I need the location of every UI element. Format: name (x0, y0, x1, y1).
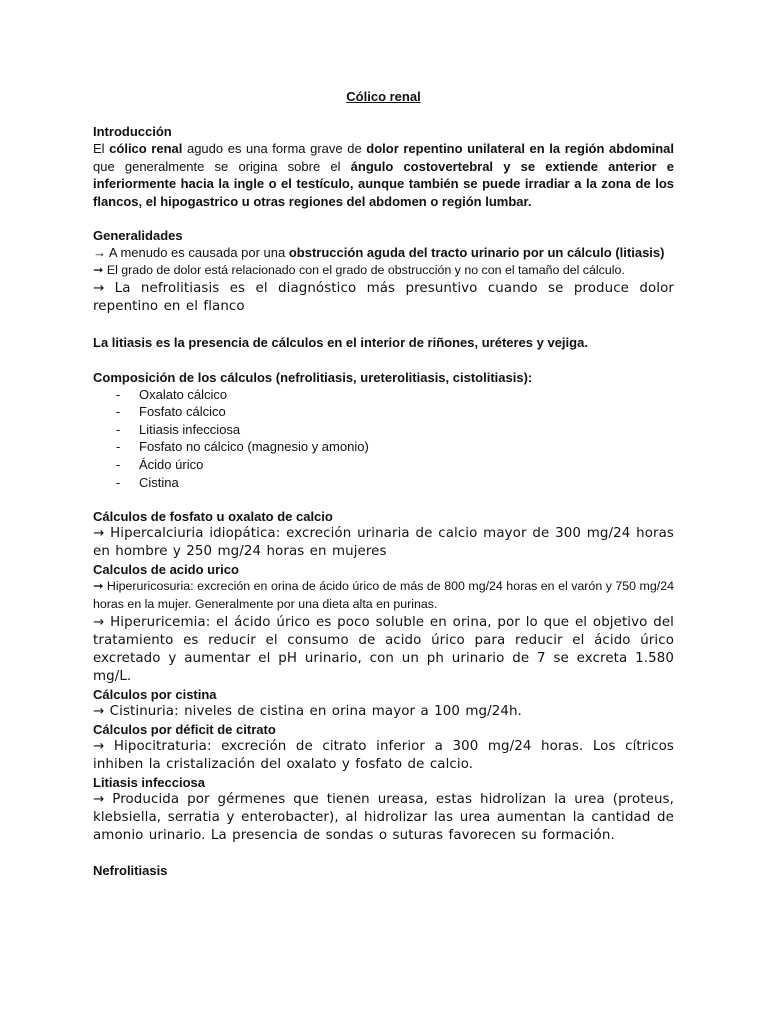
acido-point-1: ➞ Hiperuricosuria: excreción en orina de ácido úrico de más de 800 mg/24 horas en el varón y 750 mg/24 horas en la mujer. Generalmente por una dieta alta en purinas. (93, 579, 674, 611)
infecciosa-heading: Litiasis infecciosa (93, 774, 205, 790)
acido-section (93, 561, 674, 685)
citrato-heading: Cálculos por déficit de citrato (93, 721, 276, 737)
generalidades-point-2: ➞ El grado de dolor está relacionado con el grado de obstrucción y no con el tamaño del cálculo. (93, 262, 625, 277)
fosfato-heading: Cálculos de fosfato u oxalato de calcio (93, 509, 333, 525)
intro-text-3: que generalmente se origina sobre el (93, 158, 351, 174)
list-item: - Litiasis infecciosa (93, 421, 674, 439)
spacer (93, 491, 674, 508)
fosfato-point-1: → Hipercalciuria idiopática: excreción urinaria de calcio mayor de 300 mg/24 horas en hombre y 250 mg/24 horas en mujeres (93, 526, 674, 560)
intro-bold-1: cólico renal (109, 141, 183, 156)
spacer (93, 210, 674, 227)
document-body (93, 88, 674, 879)
intro-bold-2: dolor repentino unilateral en la región abdominal (366, 141, 675, 156)
citrato-point-1: → Hipocitraturia: excreción de citrato inferior a 300 mg/24 horas. Los cítricos inhiben la cristalización del oxalato y fosfato de calcio. (93, 738, 674, 772)
infecciosa-section (93, 774, 674, 845)
cistina-section (93, 686, 674, 721)
generalidades-point-3: → La nefrolitiasis es el diagnóstico más presuntivo cuando se produce dolor repentino en el flanco (93, 280, 674, 314)
intro-bold-3: ángulo costovertebral y se extiende anterior e inferiormente hacia la ingle o el testículo, aunque también se puede irradiar a la zona de los flancos, el hipogastrico u otras regiones del abdomen o región lumbar. (93, 158, 674, 209)
intro-text-2: agudo es una forma grave de (182, 141, 367, 156)
infecciosa-point-1: → Producida por gérmenes que tienen ureasa, estas hidrolizan la urea (proteus, klebsiella, serratia y enterobacter), al hidrolizar las urea aumentan la cantidad de amonio urinario. La presencia de sondas o suturas favorecen su formación. (93, 791, 674, 843)
intro-paragraph (93, 140, 674, 210)
list-item: - Fosfato no cálcico (magnesio y amonio) (93, 438, 674, 456)
list-item: - Oxalato cálcico (93, 386, 674, 404)
spacer (93, 316, 674, 334)
intro-heading: Introducción (93, 124, 172, 139)
cistina-point-1: → Cistinuria: niveles de cistina en orina mayor a 100 mg/24h. (93, 703, 522, 719)
intro-text-1: El (93, 141, 110, 156)
spacer (93, 351, 674, 369)
definition-statement: La litiasis es la presencia de cálculos en el interior de riñones, uréteres y vejiga. (93, 334, 588, 350)
cistina-heading: Cálculos por cistina (93, 686, 217, 702)
acido-heading: Calculos de acido urico (93, 562, 239, 578)
acido-point-2: → Hiperuricemia: el ácido úrico es poco soluble en orina, por lo que el objetivo del tratamiento es reducir el consumo de acido úrico para reducir el ácido úrico excretado y aumentar el pH urinario, con un ph urinario de 7 se excreta 1.580 mg/L. (93, 614, 674, 684)
composicion-section (93, 369, 674, 492)
generalidades-section (93, 227, 674, 315)
generalidades-point-1 (93, 244, 674, 262)
page-title: Cólico renal (346, 89, 421, 104)
citrato-section (93, 721, 674, 774)
intro-section (93, 123, 674, 210)
composicion-heading: Composición de los cálculos (nefrolitiasis, ureterolitiasis, cistolitiasis): (93, 369, 533, 385)
composicion-list (93, 386, 674, 492)
fosfato-section (93, 508, 674, 561)
list-item: - Ácido úrico (93, 456, 674, 474)
nefrolitiasis-heading: Nefrolitiasis (93, 862, 168, 878)
generalidades-point-1-text: → A menudo es causada por una (93, 245, 289, 261)
generalidades-point-1-bold: obstrucción aguda del tracto urinario por un cálculo (litiasis) (288, 245, 665, 261)
list-item: - Cistina (93, 474, 674, 492)
generalidades-heading: Generalidades (93, 228, 183, 244)
list-item: - Fosfato cálcico (93, 403, 674, 421)
spacer (93, 845, 674, 862)
